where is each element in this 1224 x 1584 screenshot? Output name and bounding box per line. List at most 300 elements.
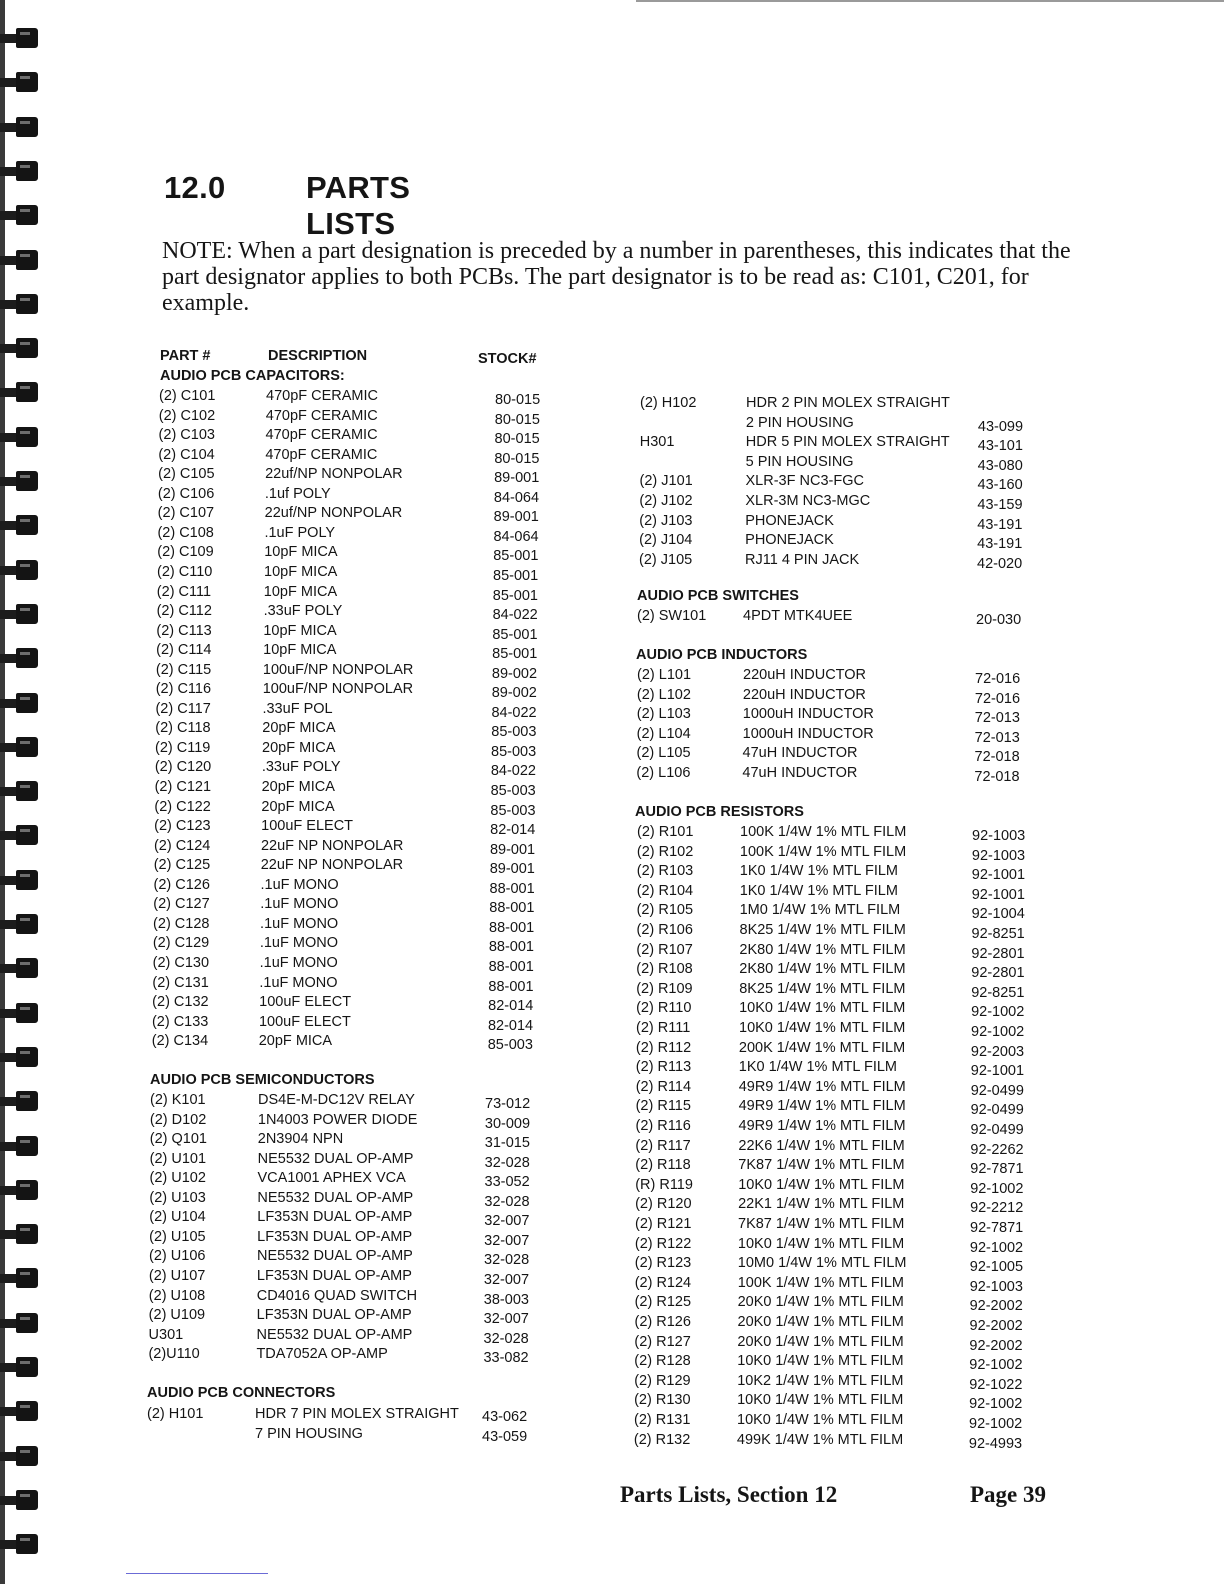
part-description: .1uF MONO [259, 935, 338, 952]
part-number: (2) D102 [149, 1111, 207, 1128]
part-description: .1uF MONO [260, 896, 339, 913]
binding-loop [0, 914, 40, 940]
stock-number: 72-013 [974, 729, 1020, 746]
part-description: 7K87 1/4W 1% MTL FILM [738, 1157, 905, 1174]
part-number: H301 [639, 434, 675, 451]
stock-number: 92-2002 [969, 1298, 1023, 1315]
stock-number: 84-022 [490, 763, 536, 780]
part-description: 100uF ELECT [259, 994, 352, 1011]
stock-number: 88-001 [489, 919, 535, 936]
part-number: (2) J105 [639, 551, 693, 568]
part-number: (2) R107 [636, 941, 693, 958]
part-description: 10pF MICA [263, 583, 338, 600]
part-number: (2) C133 [151, 1013, 209, 1030]
stock-number: 72-013 [974, 710, 1020, 727]
part-description: 22uf/NP NONPOLAR [264, 505, 403, 522]
stock-number: 92-8251 [971, 926, 1025, 942]
stock-number: 89-001 [489, 861, 535, 878]
part-number: (2) R106 [636, 922, 693, 938]
part-number: (2) R116 [635, 1118, 691, 1134]
part-number: (2) H101 [147, 1406, 204, 1422]
part-number: (2) J104 [639, 532, 693, 549]
part-number: (2) C112 [156, 603, 212, 620]
binding-loop [0, 382, 40, 408]
part-number: (2) U103 [149, 1189, 206, 1206]
part-description: PHONEJACK [745, 532, 834, 549]
part-number: (2) C120 [154, 759, 212, 776]
part-description: 22K1 1/4W 1% MTL FILM [738, 1196, 905, 1213]
part-description: 100uF/NP NONPOLAR [262, 661, 414, 678]
binding-loop [0, 781, 40, 807]
binding-loop [0, 117, 40, 143]
stock-number: 43-191 [977, 536, 1023, 553]
part-number: (2) C104 [158, 446, 215, 463]
part-number: (2) C106 [157, 485, 215, 502]
part-number: (2) C113 [156, 622, 212, 639]
part-description: HDR 7 PIN MOLEX STRAIGHT [255, 1406, 459, 1422]
part-number: (2) R127 [634, 1333, 691, 1350]
binding-loop [0, 1534, 40, 1560]
part-description: .1uF MONO [260, 915, 339, 932]
stock-number: 92-2262 [970, 1141, 1024, 1158]
part-description: 49R9 1/4W 1% MTL FILM [738, 1098, 906, 1115]
part-number: (2) C107 [157, 505, 215, 522]
part-number: (2) U109 [148, 1307, 206, 1324]
spiral-binding [0, 0, 42, 1584]
part-number: (2) L105 [636, 745, 691, 762]
part-description: NE5532 DUAL OP-AMP [256, 1326, 413, 1343]
part-description: 20pF MICA [258, 1033, 333, 1050]
stock-number: 88-001 [488, 958, 534, 975]
stock-number: 92-1002 [969, 1239, 1024, 1256]
part-number: (2) C121 [154, 779, 212, 795]
binding-loop [0, 958, 40, 984]
stock-number: 43-160 [977, 477, 1023, 494]
section-heading: AUDIO PCB CONNECTORS [147, 1385, 336, 1401]
part-description: .33uF POL [262, 700, 333, 717]
binding-loop [0, 870, 40, 896]
stock-number: 88-001 [488, 978, 534, 995]
stock-number: 92-1002 [969, 1357, 1023, 1374]
part-description: LF353N DUAL OP-AMP [256, 1267, 412, 1284]
stock-number: 72-018 [974, 749, 1020, 766]
part-description: 200K 1/4W 1% MTL FILM [738, 1039, 906, 1056]
stock-number: 32-007 [484, 1213, 530, 1230]
part-number: (2) R114 [635, 1078, 692, 1095]
stock-number: 85-001 [492, 626, 538, 643]
part-description: 10K0 1/4W 1% MTL FILM [737, 1412, 904, 1428]
stock-number: 92-1003 [971, 847, 1026, 864]
part-number: (2) J102 [639, 493, 693, 509]
stock-number: 82-014 [488, 998, 534, 1015]
stock-number: 33-082 [483, 1350, 529, 1367]
part-number: (2) C102 [158, 407, 216, 424]
part-description: 22uF NP NONPOLAR [260, 837, 404, 854]
part-description: 220uH INDUCTOR [743, 667, 867, 683]
binding-loop [0, 1446, 40, 1472]
part-description: 22uF NP NONPOLAR [260, 857, 404, 874]
part-number: (2) R101 [637, 824, 694, 840]
binding-loop [0, 648, 40, 674]
part-description: .1uF POLY [264, 524, 336, 541]
stock-number: 92-2212 [970, 1200, 1024, 1217]
part-number: (2) L104 [636, 725, 691, 742]
part-number: (2) U107 [148, 1267, 206, 1284]
stock-number: 89-001 [493, 509, 539, 526]
part-number: (2) C122 [154, 798, 211, 815]
stock-number: 43-191 [977, 516, 1023, 533]
part-number: (2) C111 [156, 583, 212, 600]
part-description: 1000uH INDUCTOR [742, 725, 874, 742]
part-description: 8K25 1/4W 1% MTL FILM [739, 980, 906, 997]
binding-loop [0, 1091, 40, 1117]
stock-number: 85-001 [493, 548, 539, 565]
top-rule [636, 0, 1224, 2]
stock-number: 32-028 [484, 1193, 530, 1210]
part-number: (2) C129 [152, 935, 210, 952]
stock-number: 85-003 [487, 1037, 533, 1054]
part-number: (2) J101 [639, 473, 693, 490]
part-description: 10pF MICA [263, 642, 337, 659]
part-description: NE5532 DUAL OP-AMP [257, 1189, 414, 1206]
binding-loop [0, 161, 40, 187]
stock-number: 88-001 [488, 939, 534, 956]
stock-number: 85-003 [490, 783, 536, 799]
part-description: XLR-3M NC3-MGC [745, 493, 871, 509]
binding-loop [0, 205, 40, 231]
part-number: (2) U105 [149, 1228, 206, 1245]
section-heading: AUDIO PCB SWITCHES [637, 588, 799, 604]
part-description: 10M0 1/4W 1% MTL FILM [737, 1255, 907, 1272]
part-number: (2) C103 [158, 427, 215, 444]
binding-loop [0, 471, 40, 497]
part-number: (2)U110 [148, 1346, 200, 1363]
part-description: 10K0 1/4W 1% MTL FILM [737, 1235, 905, 1252]
binding-loop [0, 693, 40, 719]
stock-number: 92-1005 [969, 1259, 1024, 1276]
part-number: (2) SW101 [637, 608, 707, 624]
stock-number: 42-020 [977, 555, 1023, 572]
stock-number: 92-0499 [970, 1102, 1024, 1119]
part-number: (2) R132 [633, 1431, 691, 1448]
stock-number: 43-059 [482, 1428, 528, 1445]
stock-number: 32-007 [483, 1311, 529, 1328]
stock-number: 33-052 [484, 1174, 530, 1191]
binding-loop [0, 427, 40, 453]
stock-number: 72-016 [974, 690, 1021, 707]
stock-number: 92-4993 [968, 1435, 1023, 1452]
stock-number: 32-007 [483, 1271, 530, 1288]
binding-loop [0, 1313, 40, 1339]
binding-loop [0, 515, 40, 541]
part-description: 10pF MICA [264, 544, 338, 561]
stock-number: 82-014 [490, 822, 536, 839]
part-number: (2) R110 [636, 1000, 692, 1017]
part-description: 20K0 1/4W 1% MTL FILM [737, 1333, 904, 1350]
part-description: XLR-3F NC3-FGC [745, 473, 864, 490]
part-description: 7 PIN HOUSING [255, 1425, 363, 1442]
part-number: (2) C105 [158, 466, 215, 483]
stock-number: 92-2801 [971, 945, 1025, 962]
part-description: LF353N DUAL OP-AMP [256, 1307, 412, 1324]
part-description: 8K25 1/4W 1% MTL FILM [739, 922, 906, 938]
part-number: (2) C114 [156, 642, 212, 659]
section-heading: AUDIO PCB INDUCTORS [636, 647, 808, 663]
stock-number: 92-7871 [970, 1161, 1024, 1178]
part-number: (R) R119 [635, 1176, 693, 1193]
stock-number: 92-1002 [971, 1024, 1025, 1040]
stock-number: 89-001 [489, 841, 536, 858]
part-number: (2) U106 [149, 1248, 206, 1265]
stock-number: 89-002 [491, 665, 538, 682]
part-description: 470pF CERAMIC [266, 388, 379, 404]
part-description: 10K0 1/4W 1% MTL FILM [737, 1353, 904, 1370]
stock-number: 84-022 [492, 607, 538, 624]
part-description: CD4016 QUAD SWITCH [256, 1287, 418, 1304]
part-number: (2) R122 [634, 1235, 692, 1252]
stock-number: 80-015 [494, 450, 540, 467]
footer-section: Parts Lists, Section 12 [620, 1482, 838, 1507]
stock-number: 80-015 [494, 431, 540, 448]
stock-number: 92-2003 [970, 1043, 1025, 1060]
part-number: (2) R130 [634, 1392, 691, 1409]
bottom-rule [126, 1573, 268, 1574]
stock-number: 92-1002 [969, 1416, 1023, 1432]
stock-number: 32-028 [484, 1154, 530, 1171]
part-description: VCA1001 APHEX VCA [257, 1170, 406, 1187]
part-number: (2) C123 [154, 818, 211, 835]
part-description: 2N3904 NPN [257, 1131, 344, 1148]
part-description: LF353N DUAL OP-AMP [257, 1209, 413, 1226]
part-number: (2) C124 [153, 837, 211, 854]
part-description: 47uH INDUCTOR [742, 765, 858, 781]
stock-number: 92-1003 [969, 1278, 1023, 1295]
part-number: (2) R105 [636, 902, 694, 919]
section-heading: AUDIO PCB RESISTORS [635, 804, 804, 820]
part-description: 470pF CERAMIC [265, 446, 378, 463]
part-description: 10K0 1/4W 1% MTL FILM [737, 1392, 904, 1409]
part-description: 1K0 1/4W 1% MTL FILM [739, 863, 899, 880]
part-number: (2) C118 [155, 720, 211, 737]
part-description: .1uf POLY [264, 485, 331, 502]
part-number: (2) R117 [635, 1137, 691, 1154]
stock-number: 31-015 [484, 1135, 530, 1152]
part-number: U301 [148, 1326, 184, 1343]
stock-number: 38-003 [483, 1291, 529, 1308]
part-number: (2) R128 [634, 1353, 691, 1370]
part-description: 1N4003 POWER DIODE [257, 1111, 418, 1128]
stock-number: 72-016 [975, 671, 1021, 687]
part-number: (2) L101 [637, 667, 692, 683]
part-number: (2) R109 [636, 980, 693, 997]
part-description: 22K6 1/4W 1% MTL FILM [738, 1137, 905, 1154]
binding-loop [0, 560, 40, 586]
stock-number: 32-028 [484, 1252, 530, 1269]
part-number: (2) R103 [636, 863, 694, 880]
binding-loop [0, 1401, 40, 1427]
part-number: (2) R131 [634, 1412, 691, 1428]
stock-number: 80-015 [495, 392, 541, 408]
binding-loop [0, 1047, 40, 1073]
part-number: (2) C126 [153, 876, 210, 893]
stock-number: 85-003 [491, 743, 537, 760]
part-number: (2) L103 [636, 706, 691, 723]
binding-loop [0, 1357, 40, 1383]
part-description: 1000uH INDUCTOR [742, 706, 874, 723]
part-description: 4PDT MTK4UEE [743, 608, 853, 624]
part-number: (2) H102 [640, 395, 697, 411]
binding-loop [0, 1180, 40, 1206]
part-description: 470pF CERAMIC [265, 427, 378, 444]
part-number: (2) C125 [153, 857, 211, 874]
part-description: 10pF MICA [263, 622, 337, 639]
stock-number: 92-2801 [971, 965, 1025, 982]
part-description: 10K2 1/4W 1% MTL FILM [737, 1372, 904, 1389]
binding-loop [0, 338, 40, 364]
part-description: 470pF CERAMIC [265, 407, 378, 424]
stock-number: 92-1001 [971, 886, 1025, 903]
part-number: (2) R126 [634, 1314, 691, 1330]
stock-number: 88-001 [489, 880, 535, 897]
stock-number: 80-015 [494, 411, 540, 428]
part-number: (2) R111 [636, 1020, 691, 1036]
part-number: (2) C134 [151, 1033, 209, 1050]
footer-page-number: Page 39 [970, 1482, 1047, 1507]
section-heading: AUDIO PCB SEMICONDUCTORS [150, 1072, 375, 1088]
binding-loop [0, 1224, 40, 1250]
binding-loop [0, 737, 40, 763]
part-description: 2 PIN HOUSING [745, 414, 854, 431]
part-description: NE5532 DUAL OP-AMP [257, 1248, 413, 1265]
stock-number: 92-1022 [969, 1376, 1023, 1393]
stock-number: 92-1004 [971, 906, 1025, 923]
part-number: (2) J103 [639, 512, 693, 529]
stock-number: 89-001 [494, 470, 540, 487]
column-header-description: DESCRIPTION [268, 348, 368, 364]
stock-number: 20-030 [976, 612, 1022, 628]
part-number: (2) R123 [634, 1255, 692, 1272]
stock-number: 92-1001 [971, 867, 1026, 884]
part-number: (2) R115 [635, 1098, 691, 1115]
stock-number: 85-001 [492, 587, 538, 604]
part-number: (2) C128 [153, 915, 210, 932]
part-description: 220uH INDUCTOR [742, 686, 866, 703]
part-number: (2) R102 [636, 843, 694, 860]
part-number: (2) Q101 [149, 1131, 207, 1148]
stock-number: 92-7871 [970, 1220, 1024, 1236]
part-description: 20pF MICA [262, 720, 336, 737]
part-description: .1uF MONO [260, 876, 339, 893]
binding-loop [0, 28, 40, 54]
part-description: .1uF MONO [259, 974, 338, 991]
part-number: (2) R121 [635, 1216, 692, 1232]
part-description: 100K 1/4W 1% MTL FILM [737, 1274, 904, 1291]
part-description: 100K 1/4W 1% MTL FILM [740, 824, 907, 840]
binding-loop [0, 604, 40, 630]
part-description: 100K 1/4W 1% MTL FILM [739, 843, 907, 860]
part-number: (2) C101 [159, 388, 216, 404]
part-number: (2) R125 [634, 1294, 692, 1311]
part-number: (2) L106 [636, 765, 691, 781]
column-header-part: PART # [160, 348, 211, 364]
part-description: 10K0 1/4W 1% MTL FILM [738, 1176, 905, 1193]
part-description: NE5532 DUAL OP-AMP [257, 1150, 414, 1167]
binding-loop [0, 1268, 40, 1294]
part-number: (2) C117 [155, 700, 211, 717]
stock-number: 85-003 [490, 802, 536, 819]
part-description: 20pF MICA [262, 739, 336, 756]
part-description: .33uF POLY [261, 759, 341, 776]
part-description: 49R9 1/4W 1% MTL FILM [738, 1118, 906, 1134]
stock-number: 85-003 [491, 724, 537, 741]
stock-number: 84-022 [491, 704, 537, 721]
part-number: (2) U102 [149, 1170, 206, 1187]
stock-number: 72-018 [974, 769, 1020, 785]
stock-number: 43-080 [977, 457, 1023, 474]
part-number: (2) R113 [635, 1059, 692, 1076]
stock-number: 84-064 [493, 528, 539, 545]
part-description: 100uF ELECT [261, 818, 354, 835]
part-description: 2K80 1/4W 1% MTL FILM [739, 941, 906, 958]
part-number: (2) R104 [636, 882, 694, 899]
stock-number: 92-0499 [970, 1082, 1024, 1099]
binding-loop [0, 1490, 40, 1516]
stock-number: 43-101 [977, 438, 1023, 455]
part-description: 10pF MICA [264, 563, 338, 580]
binding-loop [0, 1003, 40, 1029]
part-description: 22uf/NP NONPOLAR [265, 466, 403, 483]
stock-number: 88-001 [489, 900, 535, 917]
stock-number: 85-001 [493, 567, 539, 584]
part-description: 2K80 1/4W 1% MTL FILM [739, 961, 906, 978]
stock-number: 92-8251 [971, 984, 1025, 1001]
part-number: (2) C108 [157, 524, 214, 541]
part-description: 47uH INDUCTOR [742, 745, 858, 762]
stock-number: 30-009 [484, 1115, 531, 1132]
part-description: 10K0 1/4W 1% MTL FILM [739, 1000, 906, 1017]
part-description: 20pF MICA [261, 798, 335, 815]
stock-number: 73-012 [485, 1096, 531, 1112]
binding-loop [0, 1136, 40, 1162]
part-description: 5 PIN HOUSING [745, 453, 854, 470]
part-description: 100uF/NP NONPOLAR [262, 681, 414, 698]
part-description: .33uF POLY [263, 603, 343, 620]
binding-loop [0, 250, 40, 276]
part-number: (2) R118 [635, 1157, 691, 1174]
part-number: (2) R108 [636, 961, 693, 978]
part-description: 20pF MICA [261, 779, 335, 795]
stock-number: 92-2002 [969, 1337, 1023, 1354]
stock-number: 92-2002 [969, 1318, 1023, 1334]
part-number: (2) R120 [635, 1196, 692, 1213]
stock-number: 43-159 [977, 497, 1023, 513]
part-description: 1K0 1/4W 1% MTL FILM [739, 882, 898, 899]
part-description: 20K0 1/4W 1% MTL FILM [737, 1294, 904, 1311]
stock-number: 92-1002 [971, 1004, 1025, 1021]
stock-number: 89-002 [491, 685, 537, 702]
stock-number: 92-1003 [972, 828, 1026, 844]
part-number: (2) C127 [153, 896, 210, 913]
stock-number: 43-062 [482, 1409, 528, 1425]
part-number: (2) U108 [148, 1287, 206, 1304]
binding-loop [0, 72, 40, 98]
part-number: (2) R112 [635, 1039, 692, 1056]
part-number: (2) U104 [149, 1209, 206, 1226]
binding-loop [0, 825, 40, 851]
part-description: TDA7052A OP-AMP [256, 1346, 388, 1363]
stock-number: 32-007 [484, 1232, 530, 1249]
stock-number: 92-1002 [969, 1396, 1023, 1413]
